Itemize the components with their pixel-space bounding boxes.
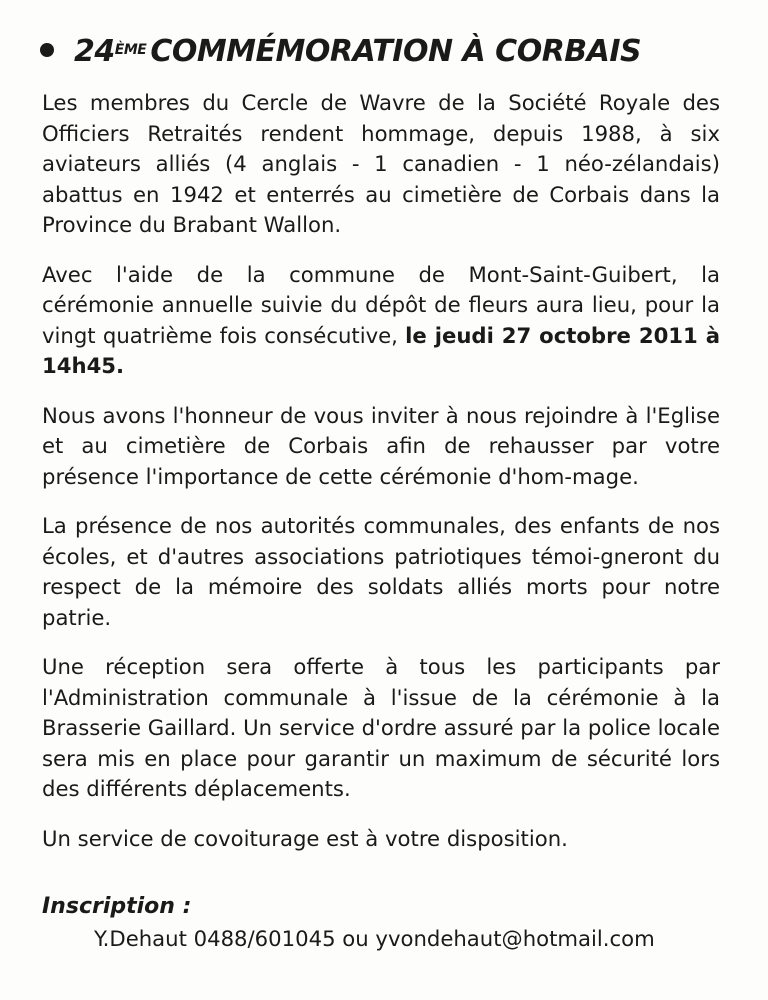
paragraph-invitation: Nous avons l'honneur de vous inviter à nous rejoindre à l'Eglise et au cimetière de Corbais afin de rehausser par votre présence l'importance de cette cérémonie d'hom-mage. xyxy=(42,402,720,489)
inscription-label: Inscription : xyxy=(42,894,192,919)
article-body xyxy=(42,88,720,873)
page-title xyxy=(40,34,641,70)
ceremony-date: le jeudi 27 octobre 2011 à 14h45. xyxy=(42,322,720,378)
paragraph-ceremony xyxy=(42,260,720,382)
heading-superscript: ÈME xyxy=(114,42,147,58)
heading-number: 24 xyxy=(74,34,115,69)
bullet-icon xyxy=(40,43,54,57)
paragraph-presence: La présence de nos autorités communales, des enfants de nos écoles, et d'autres associations patriotiques témoi-gneront du respect de la mémoire des soldats alliés morts pour notre patrie. xyxy=(42,513,720,630)
ceremony-text: Avec l'aide de la commune de Mont-Saint-Guibert, la cérémonie annuelle suivie du dépôt de fleurs aura lieu, pour la vingt quatrième fois consécutive, xyxy=(42,261,720,348)
inscription-contact: Y.Dehaut 0488/601045 ou yvondehaut@hotmail.com xyxy=(94,926,655,951)
paragraph-intro: Les membres du Cercle de Wavre de la Société Royale des Officiers Retraités rendent hommage, depuis 1988, à six aviateurs alliés (4 anglais - 1 canadien - 1 néo-zélandais) abattus en 1942 et enterrés au cimetière de Corbais dans la Province du Brabant Wallon. xyxy=(42,90,720,237)
paragraph-carpool: Un service de covoiturage est à votre disposition. xyxy=(42,825,568,851)
paragraph-reception: Une réception sera offerte à tous les participants par l'Administration communale à l'issue de la cérémonie à la Brasserie Gaillard. Un service d'ordre assuré par la police locale sera mis en place pour garantir un maximum de sécurité lors des différents déplacements. xyxy=(42,654,720,801)
heading-title: COMMÉMORATION À CORBAIS xyxy=(150,34,642,69)
